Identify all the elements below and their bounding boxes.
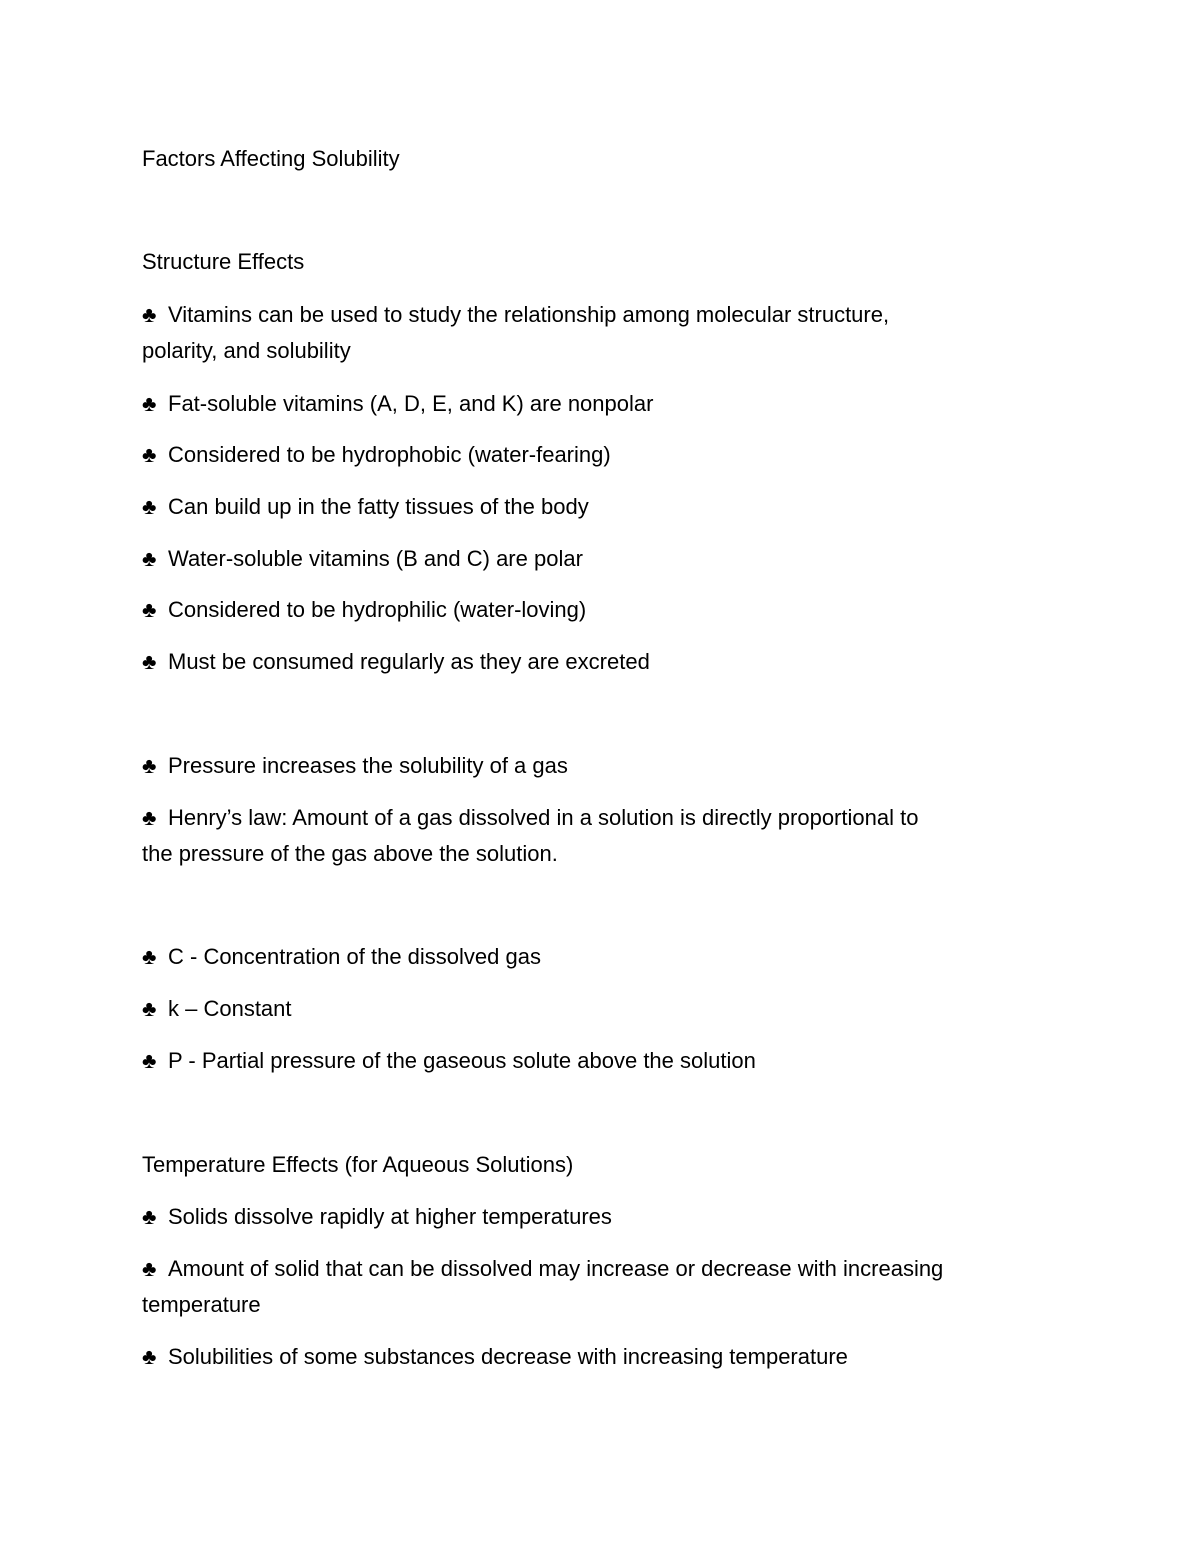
variable-item-text: P - Partial pressure of the gaseous solute above the solution [168, 1048, 756, 1073]
document-title: Factors Affecting Solubility [142, 146, 400, 171]
temperature-item-text: Amount of solid that can be dissolved may increase or decrease with increasing [168, 1256, 944, 1281]
club-bullet-icon: ♣ [142, 494, 157, 519]
structure-item-text: Considered to be hydrophobic (water-fearing) [168, 442, 611, 467]
structure-item-4 [142, 489, 1062, 525]
temperature-item-text: Solubilities of some substances decrease with increasing temperature [168, 1344, 848, 1369]
pressure-item-2-continued: the pressure of the gas above the solution. [142, 841, 558, 866]
variable-item-p [142, 1043, 1062, 1079]
temperature-item-2-continued: temperature [142, 1292, 261, 1317]
club-bullet-icon: ♣ [142, 1256, 157, 1281]
structure-effects-heading: Structure Effects [142, 249, 305, 274]
structure-item-text: Can build up in the fatty tissues of the body [168, 494, 589, 519]
temperature-effects-heading: Temperature Effects (for Aqueous Solutions) [142, 1152, 574, 1177]
structure-item-6 [142, 592, 1062, 628]
structure-item-5 [142, 541, 1062, 577]
temperature-item-text: Solids dissolve rapidly at higher temperatures [168, 1204, 612, 1229]
club-bullet-icon: ♣ [142, 391, 157, 416]
variable-item-c [142, 939, 1062, 975]
structure-item-text: Must be consumed regularly as they are excreted [168, 649, 650, 674]
variable-item-text: C - Concentration of the dissolved gas [168, 944, 541, 969]
structure-item-2 [142, 386, 1062, 422]
temperature-item-1 [142, 1199, 1062, 1235]
club-bullet-icon: ♣ [142, 597, 157, 622]
club-bullet-icon: ♣ [142, 753, 157, 778]
variable-item-text: k – Constant [168, 996, 292, 1021]
variable-item-k [142, 991, 1062, 1027]
club-bullet-icon: ♣ [142, 805, 157, 830]
structure-item-text: Considered to be hydrophilic (water-loving) [168, 597, 587, 622]
pressure-item-1 [142, 748, 1062, 784]
club-bullet-icon: ♣ [142, 546, 157, 571]
structure-item-3 [142, 437, 1062, 473]
structure-item-1 [142, 297, 1062, 333]
club-bullet-icon: ♣ [142, 649, 157, 674]
pressure-item-text: Pressure increases the solubility of a gas [168, 753, 568, 778]
structure-item-7 [142, 644, 1062, 680]
club-bullet-icon: ♣ [142, 1204, 157, 1229]
club-bullet-icon: ♣ [142, 442, 157, 467]
structure-item-1-continued: polarity, and solubility [142, 338, 351, 363]
club-bullet-icon: ♣ [142, 944, 157, 969]
club-bullet-icon: ♣ [142, 1048, 157, 1073]
temperature-item-2 [142, 1251, 1062, 1287]
club-bullet-icon: ♣ [142, 302, 157, 327]
structure-item-text: Vitamins can be used to study the relationship among molecular structure, [168, 302, 890, 327]
pressure-item-text: Henry’s law: Amount of a gas dissolved in a solution is directly proportional to [168, 805, 919, 830]
temperature-item-3 [142, 1339, 1062, 1375]
club-bullet-icon: ♣ [142, 996, 157, 1021]
pressure-item-2 [142, 800, 1062, 836]
club-bullet-icon: ♣ [142, 1344, 157, 1369]
structure-item-text: Water-soluble vitamins (B and C) are polar [168, 546, 583, 571]
structure-item-text: Fat-soluble vitamins (A, D, E, and K) are nonpolar [168, 391, 654, 416]
